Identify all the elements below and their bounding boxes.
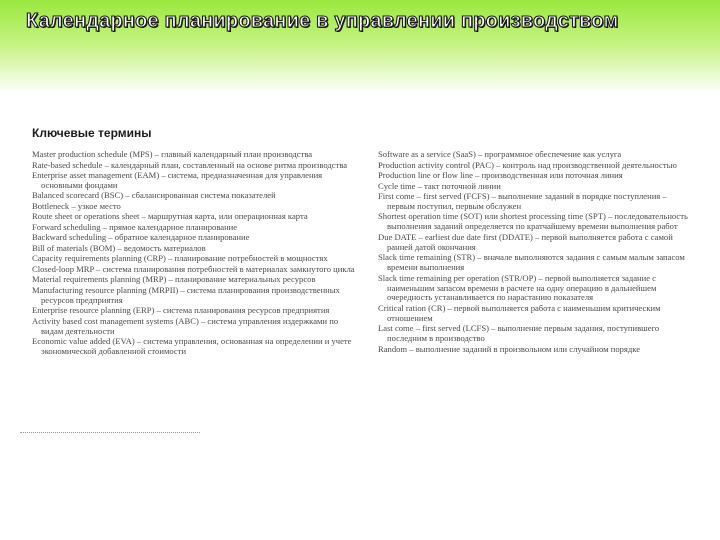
term-entry: Route sheet or operations sheet – маршрутная карта, или операционная карта [32, 211, 308, 222]
term-entry: Software as a service (SaaS) – программное обеспечение как услуга [378, 149, 622, 159]
term-entry: Enterprise asset management (EAM) – система, предназначенная для управления основными фондами [32, 170, 323, 190]
term-entry: Rate-based schedule – календарный план, составленный на основе ритма производства [32, 159, 348, 170]
term-entry: Closed-loop MRP – система планирования потребностей в материалах замкнутого цикла [32, 263, 355, 274]
term-entry: First come – first served (FCFS) – выполнение заданий в порядке поступления – первым поступил, первым обслужен [378, 191, 667, 211]
term-entry: Last come – first served (LCFS) – выполнение первым задания, поступившего последним в производство [378, 323, 660, 344]
term-entry: Forward scheduling – прямое календарное планирование [32, 221, 238, 232]
term-entry: Master production schedule (MPS) – главный календарный план производства [32, 149, 313, 159]
term-entry: Due DATE – earliest due date first (DDATE) – первой выполняется работа с самой ранней датой окончания [378, 231, 673, 252]
term-entry: Cycle time – такт поточной линии [378, 180, 501, 191]
term-entry: Capacity requirements planning (CRP) – планирование потребностей в мощностях [32, 253, 328, 264]
term-entry: Economic value added (EVA) – система управления, основанная на определении и учете экономической добавленной стоимости [32, 336, 352, 357]
term-entry: Activity based cost management systems (ABC) – система управления издержками по видам деятельности [32, 315, 339, 336]
term-entry: Balanced scorecard (BSC) – сбалансированная система показателей [32, 190, 276, 201]
term-entry: Slack time remaining per operation (STR/OP) – первой выполняется задание с наименьшим запасом времени в расчете на одну операцию в дальнейшем очередность устанавливается по нарастанию показателя [378, 272, 657, 303]
slide-title: Календарное планирование в управлении производством [26, 10, 619, 32]
term-entry: Slack time remaining (STR) – вначале выполняются задания с самым малым запасом времени выполнения [378, 252, 685, 273]
left-terms-column [32, 150, 360, 358]
term-entry: Shortest operation time (SOT) или shortest processing time (SPT) – последовательность выполнения заданий определяется по кратчайшему времени выполнения работ [378, 211, 688, 232]
term-entry: Production activity control (PAC) – контроль над производственной деятельностью [378, 159, 677, 170]
scanned-page [22, 118, 700, 438]
term-entry: Random – выполнение заданий в произвольном или случайном порядке [378, 343, 641, 354]
scan-edge-dots [20, 432, 200, 434]
key-terms-heading: Ключевые термины [32, 126, 152, 140]
term-entry: Bottleneck – узкое место [32, 200, 121, 211]
term-entry: Critical ration (CR) – первой выполняется работа с наименьшим критическим отношением [378, 302, 661, 323]
right-terms-column [378, 150, 696, 355]
term-entry: Backward scheduling – обратное календарное планирование [32, 232, 250, 243]
term-entry: Enterprise resource planning (ERP) – система планирования ресурсов предприятия [32, 305, 330, 316]
term-entry: Production line or flow line – производственная или поточная линия [378, 170, 623, 180]
term-entry: Manufacturing resource planning (MRPII) – система планирования производственных ресурсов предприятия [32, 284, 340, 305]
term-entry: Bill of materials (BOM) – ведомость материалов [32, 242, 206, 253]
term-entry: Material requirements planning (MRP) – планирование материальных ресурсов [32, 274, 316, 285]
